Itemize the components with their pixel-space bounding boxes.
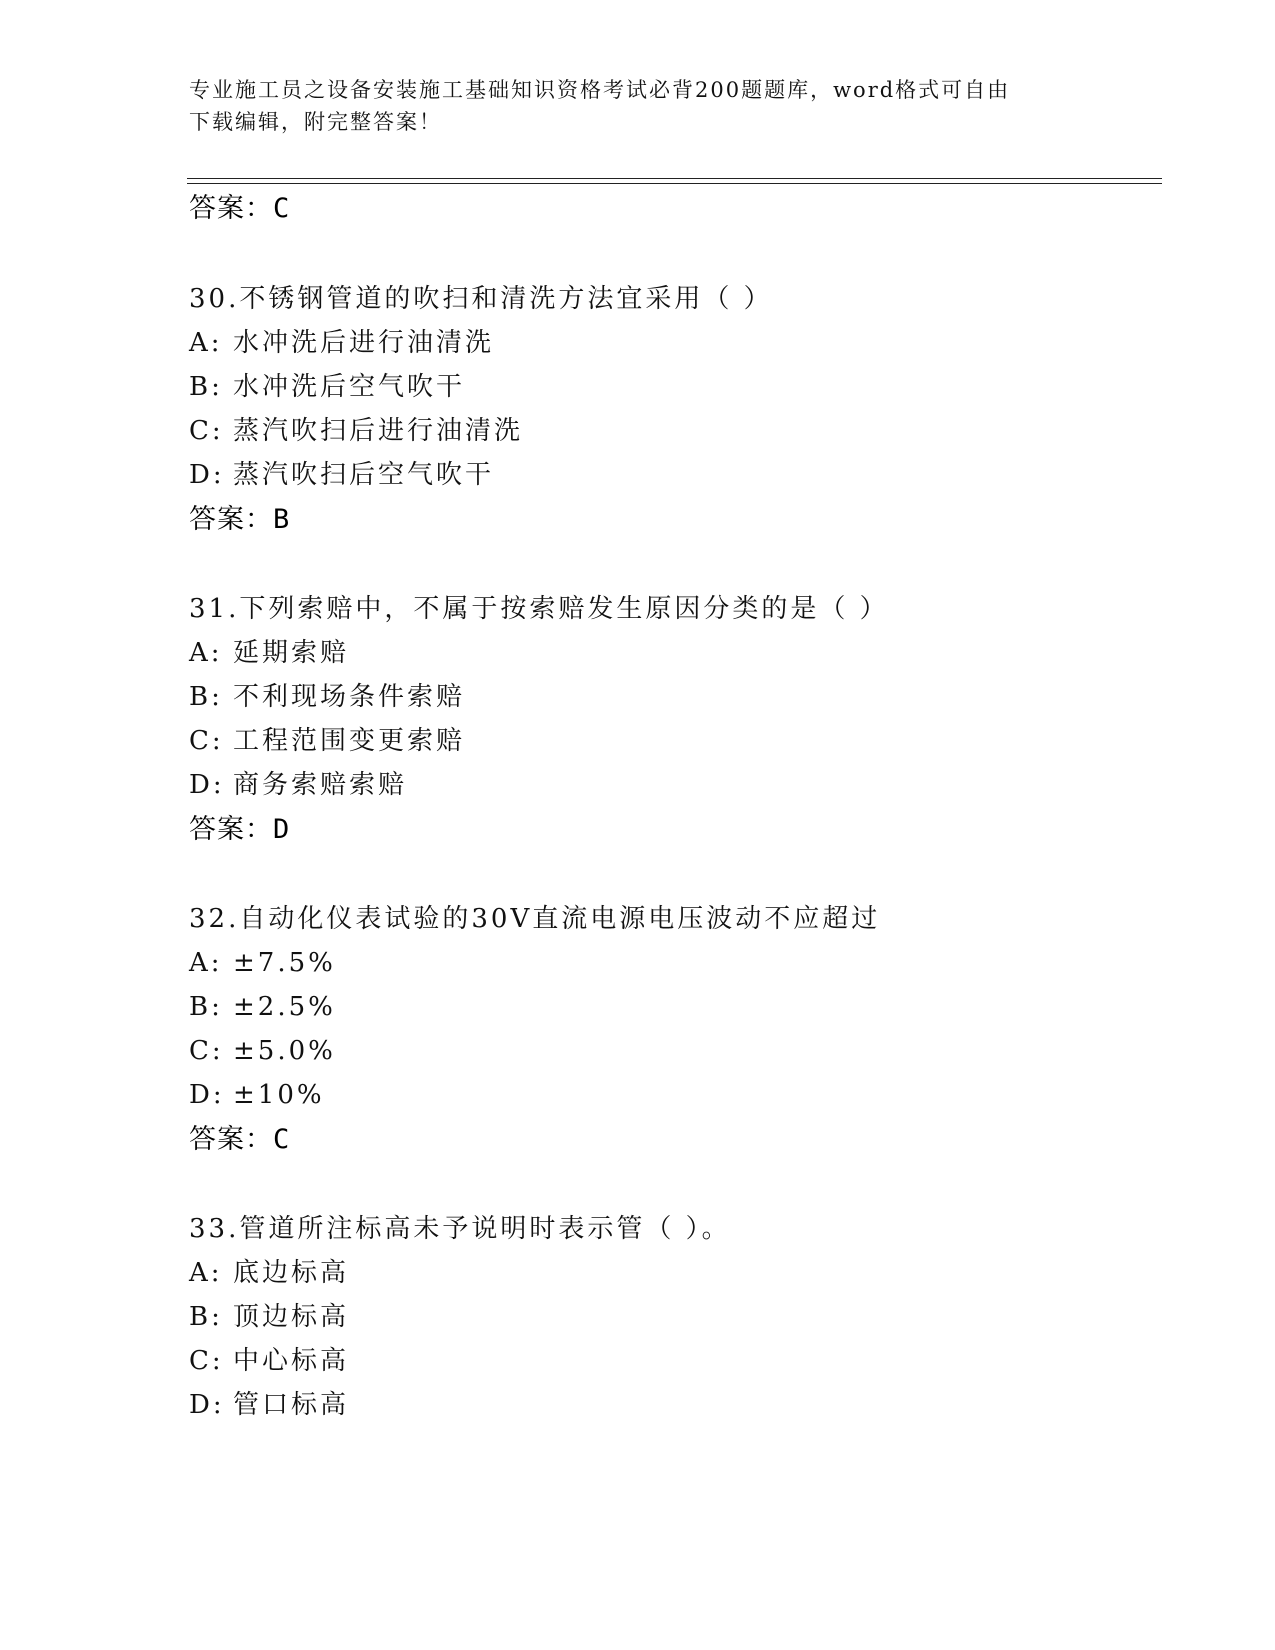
option-text: 底边标高: [233, 1258, 350, 1288]
question-text: 自动化仪表试验的30V直流电源电压波动不应超过: [239, 904, 881, 934]
question-text: 下列索赔中，不属于按索赔发生原因分类的是（ ）: [239, 594, 889, 624]
option-text: ±10%: [233, 1080, 325, 1110]
option-letter: A:: [189, 1258, 223, 1288]
answer-label: 答案：: [189, 193, 273, 224]
option-c: [189, 414, 523, 448]
option-a: [189, 946, 336, 980]
option-b: [189, 1300, 349, 1334]
option-text: ±7.5%: [233, 948, 336, 978]
question-33: [189, 1212, 731, 1246]
option-letter: A:: [189, 948, 223, 978]
answer-label: 答案：: [189, 814, 273, 845]
answer-line: [189, 1123, 290, 1157]
option-letter: C:: [189, 726, 224, 756]
document-header: [189, 74, 1089, 138]
option-d: [189, 1388, 349, 1422]
option-text: ±2.5%: [233, 992, 336, 1022]
option-a: [189, 326, 494, 360]
option-c: [189, 724, 465, 758]
option-text: 中心标高: [233, 1346, 350, 1376]
question-text: 管道所注标高未予说明时表示管（ ）。: [239, 1214, 731, 1244]
option-letter: C:: [189, 1036, 224, 1066]
answer-label: 答案：: [189, 1124, 273, 1155]
option-letter: C:: [189, 1346, 224, 1376]
option-text: 不利现场条件索赔: [233, 682, 466, 712]
option-d: [189, 458, 494, 492]
option-text: 水冲洗后进行油清洗: [233, 328, 495, 358]
header-divider-bottom: [187, 183, 1162, 184]
option-letter: B:: [189, 1302, 223, 1332]
option-text: 延期索赔: [233, 638, 350, 668]
answer-line: [189, 192, 290, 226]
answer-label: 答案：: [189, 504, 273, 535]
option-text: 水冲洗后空气吹干: [233, 372, 466, 402]
option-letter: D:: [189, 460, 225, 490]
option-c: [189, 1344, 349, 1378]
header-line-1: 专业施工员之设备安装施工基础知识资格考试必背200题题库，word格式可自由: [189, 78, 1011, 102]
option-c: [189, 1034, 336, 1068]
question-number: 32.: [189, 904, 240, 934]
option-text: 工程范围变更索赔: [233, 726, 466, 756]
question-30: [189, 282, 773, 316]
question-number: 30.: [189, 284, 240, 314]
question-number: 33.: [189, 1214, 240, 1244]
option-letter: B:: [189, 372, 223, 402]
option-text: 商务索赔索赔: [233, 770, 408, 800]
option-letter: B:: [189, 992, 223, 1022]
option-b: [189, 680, 465, 714]
answer-line: [189, 813, 290, 847]
option-text: 管口标高: [233, 1390, 350, 1420]
option-d: [189, 1078, 325, 1112]
option-a: [189, 636, 349, 670]
option-letter: B:: [189, 682, 223, 712]
option-d: [189, 768, 407, 802]
question-number: 31.: [189, 594, 240, 624]
option-text: 蒸汽吹扫后空气吹干: [233, 460, 495, 490]
option-letter: D:: [189, 770, 225, 800]
header-divider-top: [187, 178, 1162, 179]
header-line-2: 下载编辑，附完整答案！: [189, 110, 442, 134]
question-31: [189, 592, 889, 626]
answer-value: C: [273, 1124, 291, 1155]
option-b: [189, 370, 465, 404]
option-letter: D:: [189, 1390, 225, 1420]
option-letter: A:: [189, 638, 223, 668]
answer-line: [189, 503, 290, 537]
option-text: 顶边标高: [233, 1302, 350, 1332]
option-text: 蒸汽吹扫后进行油清洗: [233, 416, 524, 446]
question-32: [189, 902, 880, 936]
answer-value: D: [273, 814, 291, 845]
option-text: ±5.0%: [233, 1036, 336, 1066]
answer-value: C: [273, 193, 291, 224]
option-letter: D:: [189, 1080, 225, 1110]
option-b: [189, 990, 336, 1024]
option-a: [189, 1256, 349, 1290]
option-letter: C:: [189, 416, 224, 446]
answer-value: B: [273, 504, 291, 535]
option-letter: A:: [189, 328, 223, 358]
question-text: 不锈钢管道的吹扫和清洗方法宜采用（ ）: [239, 284, 773, 314]
